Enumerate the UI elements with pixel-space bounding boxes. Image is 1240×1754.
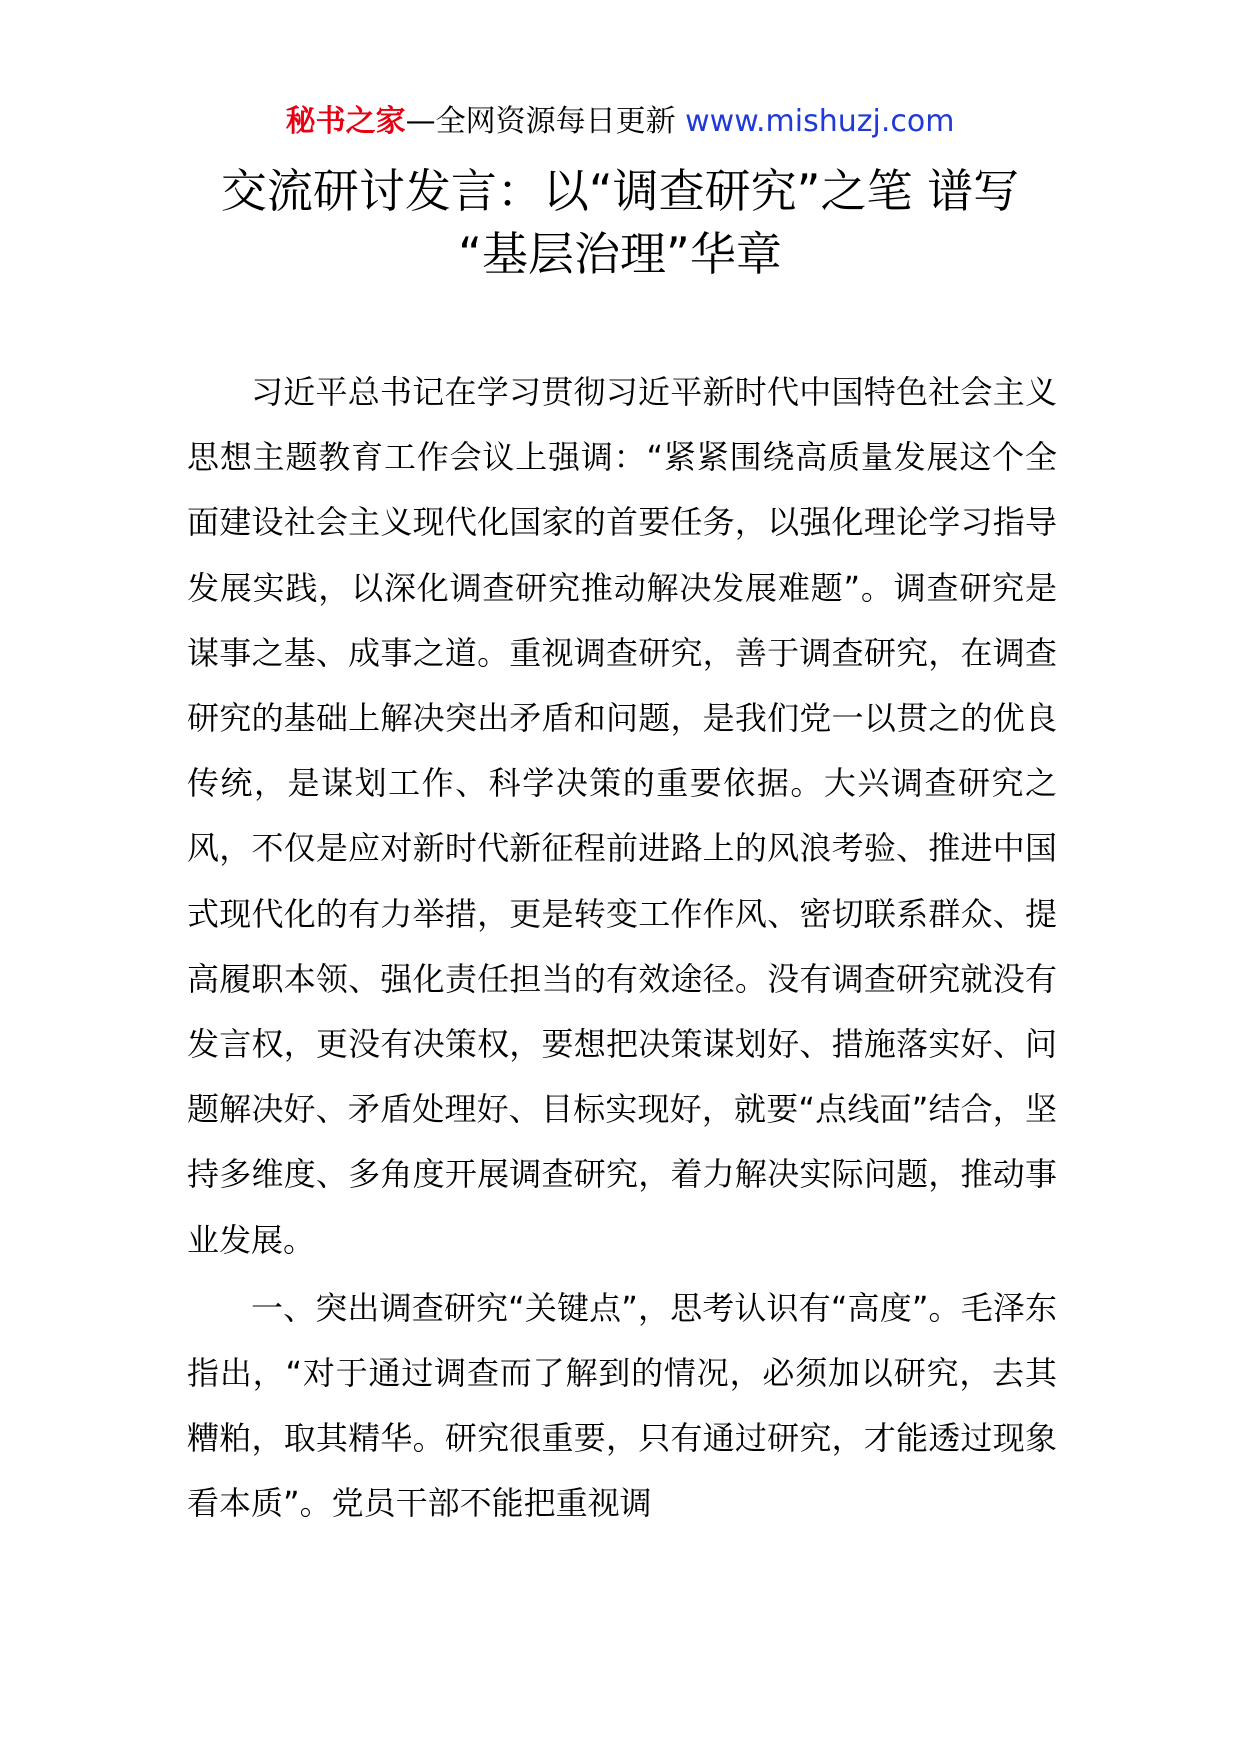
site-url-link[interactable]: www.mishuzj.com (685, 104, 955, 139)
site-header (0, 102, 1240, 142)
document-title-line-2: “基层治理”华章 (458, 227, 782, 281)
document-title-line-1: 交流研讨发言：以“调查研究”之笔 谱写 (220, 164, 1020, 218)
body-paragraph-1: 习近平总书记在学习贯彻习近平新时代中国特色社会主义思想主题教育工作会议上强调：“紧紧围绕高质量发展这个全面建设社会主义现代化国家的首要任务，以强化理论学习指导发展实践，以深化调查研究推动解决发展难题”。调查研究是谋事之基、成事之道。重视调查研究，善于调查研究，在调查研究的基础上解决突出矛盾和问题，是我们党一以贯之的优良传统，是谋划工作、科学决策的重要依据。大兴调查研究之风，不仅是应对新时代新征程前进路上的风浪考验、推进中国式现代化的有力举措，更是转变工作作风、密切联系群众、提高履职本领、强化责任担当的有效途径。没有调查研究就没有发言权，更没有决策权，要想把决策谋划好、措施落实好、问题解决好、矛盾处理好、目标实现好，就要“点线面”结合，坚持多维度、多角度开展调查研究，着力解决实际问题，推动事业发展。 (187, 373, 1057, 1259)
site-brand: 秘书之家 (285, 104, 406, 139)
document-body (187, 360, 1057, 1537)
body-paragraph-2: 一、突出调查研究“关键点”，思考认识有“高度”。毛泽东指出，“对于通过调查而了解到的情况，必须加以研究，去其糟粕，取其精华。研究很重要，只有通过研究，才能透过现象看本质”。党员干部不能把重视调 (187, 1288, 1057, 1523)
site-tagline: —全网资源每日更新 (405, 104, 676, 139)
document-title (150, 160, 1090, 286)
